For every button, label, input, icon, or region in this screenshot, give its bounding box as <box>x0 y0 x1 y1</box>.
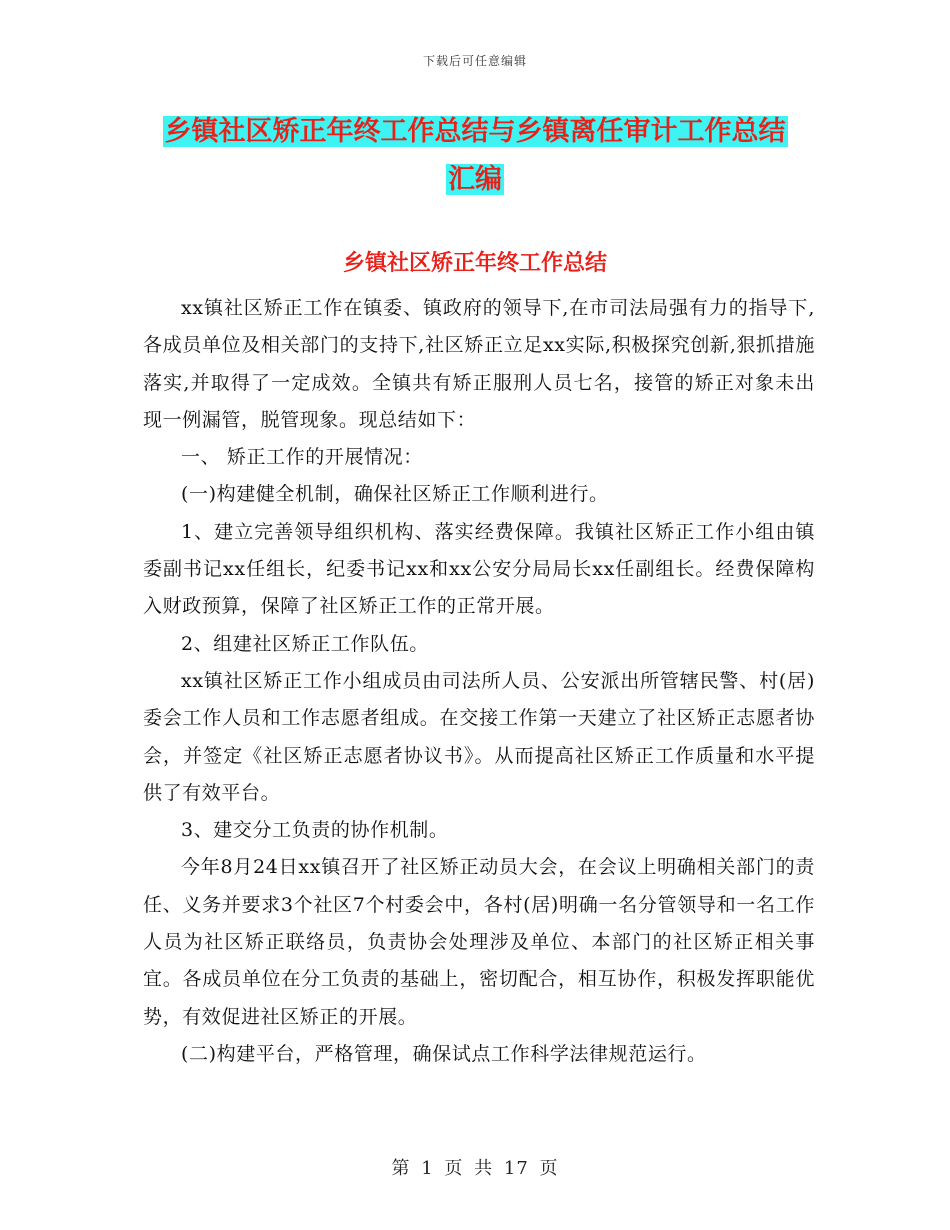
page-footer <box>0 1154 950 1180</box>
current-page-number: 1 <box>421 1158 434 1179</box>
paragraph: xx镇社区矫正工作小组成员由司法所人员、公安派出所管辖民警、村(居)委会工作人员和工作志愿者组成。在交接工作第一天建立了社区矫正志愿者协会，并签定《社区矫正志愿者协议书》。从而提高社区矫正工作质量和水平提供了有效平台。 <box>143 669 815 804</box>
document-body <box>143 290 815 1073</box>
footer-suffix: 页 <box>539 1158 559 1179</box>
document-title-line-1: 乡镇社区矫正年终工作总结与乡镇离任审计工作总结 <box>164 116 786 147</box>
footer-page-word: 页 <box>444 1158 464 1179</box>
paragraph: 1、建立完善领导组织机构、落实经费保障。我镇社区矫正工作小组由镇委副书记xx任组长，纪委书记xx和xx公安分局局长xx任副组长。经费保障构入财政预算，保障了社区矫正工作的正常开展。 <box>143 520 815 618</box>
footer-total-word: 共 <box>474 1158 494 1179</box>
document-title <box>150 108 800 204</box>
paragraph: 今年8月24日xx镇召开了社区矫正动员大会，在会议上明确相关部门的责任、义务并要求3个社区7个村委会中，各村(居)明确一名分管领导和一名工作人员为社区矫正联络员，负责协会处理涉及单位、本部门的社区矫正相关事宜。各成员单位在分工负责的基础上，密切配合，相互协作，积极发挥职能优势，有效促进社区矫正的开展。 <box>143 856 815 1028</box>
total-page-count: 17 <box>503 1158 529 1179</box>
header-note: 下载后可任意编辑 <box>422 54 527 68</box>
paragraph: (二)构建平台，严格管理，确保试点工作科学法律规范运行。 <box>181 1042 707 1065</box>
footer-prefix: 第 <box>391 1158 411 1179</box>
document-title-line-2: 汇编 <box>448 164 502 195</box>
paragraph: 一、 矫正工作的开展情况： <box>181 446 423 469</box>
paragraph: xx镇社区矫正工作在镇委、镇政府的领导下,在市司法局强有力的指导下,各成员单位及相关部门的支持下,社区矫正立足xx实际,积极探究创新,狠抓措施落实,并取得了一定成效。全镇共有矫正服刑人员七名，接管的矫正对象未出现一例漏管，脱管现象。现总结如下： <box>143 297 815 431</box>
paragraph: (一)构建健全机制，确保社区矫正工作顺利进行。 <box>181 483 609 506</box>
paragraph: 3、建交分工负责的协作机制。 <box>181 819 449 842</box>
paragraph: 2、组建社区矫正工作队伍。 <box>181 632 429 655</box>
section-title: 乡镇社区矫正年终工作总结 <box>342 251 607 276</box>
